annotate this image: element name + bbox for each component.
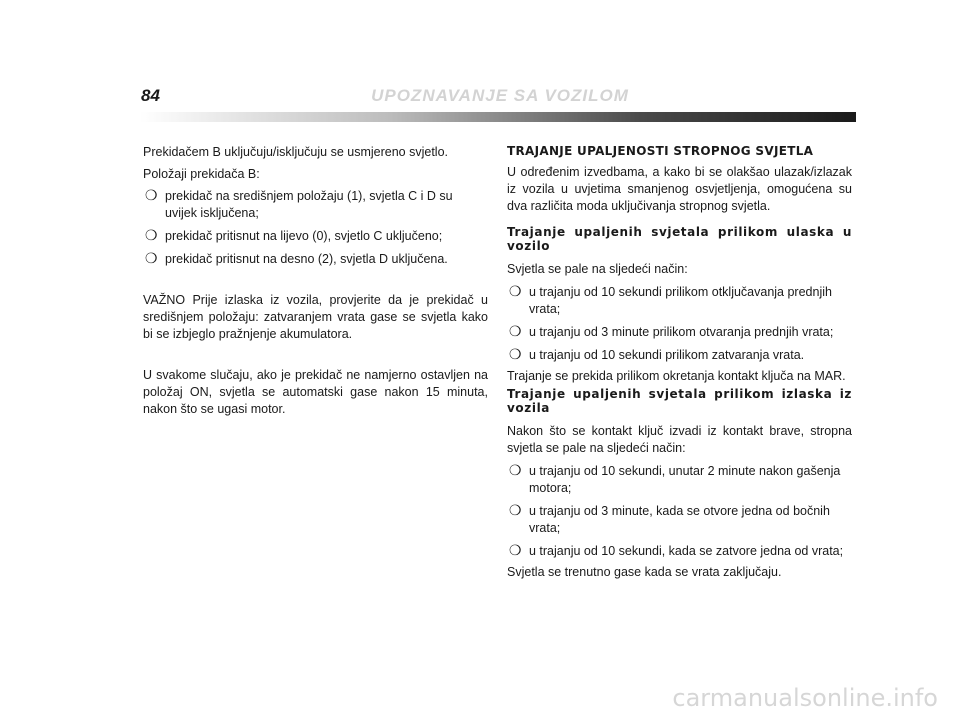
entry-label: Svjetla se pale na sljedeći način:: [507, 262, 688, 276]
exit-label: Nakon što se kontakt ključ izvadi iz kontakt brave, stropna svjetla se pale na sljedeći način:: [507, 424, 852, 455]
bullet-icon: ❍: [509, 324, 522, 340]
page-number: 84: [141, 86, 160, 105]
positions-label: Položaji prekidača B:: [143, 167, 260, 181]
bullet-icon: ❍: [509, 503, 522, 519]
entry-note: Trajanje se prekida prilikom okretanja kontakt ključa na MAR.: [507, 369, 846, 383]
bullet-icon: ❍: [145, 228, 158, 244]
auto-off-note: U svakome slučaju, ako je prekidač ne namjerno ostavljen na položaj ON, svjetla se automatski gase nakon 15 minuta, nakon što se ugasi motor.: [143, 368, 488, 416]
bullet-icon: ❍: [509, 284, 522, 300]
entry-list: [507, 284, 852, 364]
list-item: ❍ prekidač pritisnut na desno (2), svjetla D uključena.: [145, 251, 448, 267]
list-item: ❍ u trajanju od 3 minute prilikom otvaranja prednjih vrata;: [509, 324, 834, 340]
switch-intro: Prekidačem B uključuju/isključuju se usmjereno svjetlo.: [143, 145, 448, 159]
header-title: UPOZNAVANJE SA VOZILOM: [371, 86, 629, 105]
list-item: ❍ u trajanju od 10 sekundi, unutar 2 minute nakon gašenja motora;: [509, 463, 841, 495]
watermark: carmanualsonline.info: [672, 684, 938, 712]
bullet-icon: ❍: [145, 188, 158, 204]
bullet-icon: ❍: [509, 543, 522, 559]
exit-note: Svjetla se trenutno gase kada se vrata zaključaju.: [507, 565, 782, 579]
section-intro: U određenim izvedbama, a kako bi se olakšao ulazak/izlazak iz vozila u uvjetima smanjenog osvjetljenja, omogućena su dva različita moda uključivanja stropnog svjetla.: [507, 165, 852, 213]
entry-heading: Trajanje upaljenih svjetala prilikom ulaska u vozilo: [507, 225, 852, 253]
list-item: ❍ u trajanju od 10 sekundi prilikom otključavanja prednjih vrata;: [509, 284, 832, 316]
list-item: ❍ u trajanju od 10 sekundi prilikom zatvaranja vrata.: [509, 347, 805, 363]
bullet-icon: ❍: [509, 347, 522, 363]
header-rule: [140, 112, 856, 122]
list-item: ❍ prekidač pritisnut na lijevo (0), svjetlo C uključeno;: [145, 228, 443, 244]
important-note: VAŽNO Prije izlaska iz vozila, provjerite da je prekidač u središnjem položaju: zatvaranjem vrata gase se svjetla kako bi se izbjeglo pražnjenje akumulatora.: [143, 293, 488, 341]
exit-list: [507, 463, 852, 560]
exit-heading: Trajanje upaljenih svjetala prilikom izlaska iz vozila: [507, 387, 852, 415]
right-column: [507, 144, 852, 581]
positions-list: [143, 188, 488, 268]
list-item: ❍ prekidač na središnjem položaju (1), svjetla C i D su uvijek isključena;: [145, 188, 453, 220]
bullet-icon: ❍: [509, 463, 522, 479]
section-heading: TRAJANJE UPALJENOSTI STROPNOG SVJETLA: [507, 144, 814, 158]
left-column: [143, 144, 488, 418]
list-item: ❍ u trajanju od 10 sekundi, kada se zatvore jedna od vrata;: [509, 543, 844, 559]
bullet-icon: ❍: [145, 251, 158, 267]
list-item: ❍ u trajanju od 3 minute, kada se otvore jedna od bočnih vrata;: [509, 503, 830, 535]
